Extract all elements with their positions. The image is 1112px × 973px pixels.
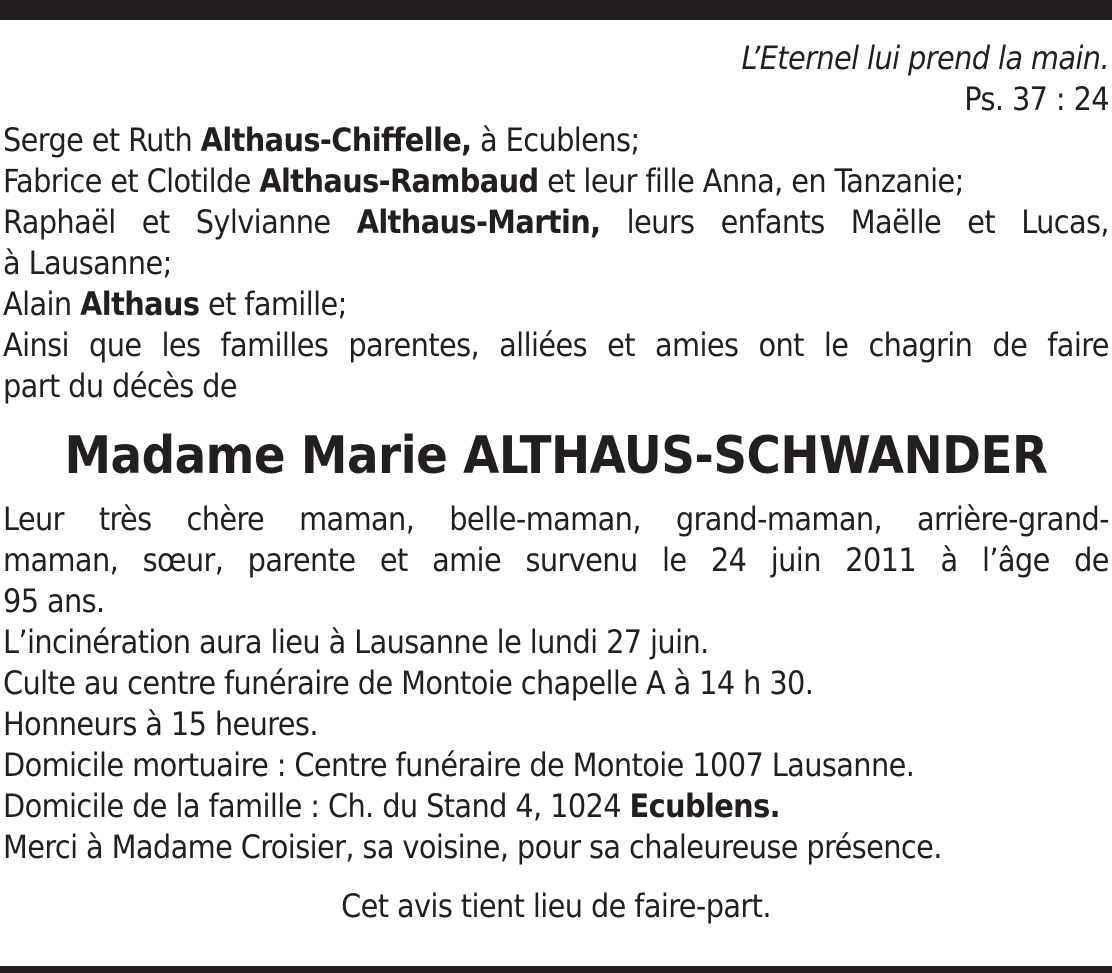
family-line-2: Fabrice et Clotilde Althaus-Rambaud et leur fille Anna, en Tanzanie;	[3, 162, 964, 200]
family-line-4: Alain Althaus et famille;	[3, 285, 347, 323]
epigraph-quote: L’Eternel lui prend la main.	[741, 39, 1109, 77]
family-name-bold: Althaus-Martin,	[356, 203, 601, 241]
family-line-5: Ainsi que les familles parentes, alliées et amies ont le chagrin de faire	[3, 326, 1109, 364]
service-line: Culte au centre funéraire de Montoie chapelle A à 14 h 30.	[3, 664, 814, 702]
bottom-rule	[0, 966, 1112, 973]
top-rule	[0, 0, 1112, 20]
family-line-3-continuation: à Lausanne;	[3, 244, 172, 282]
family-name-bold: Althaus-Rambaud	[259, 162, 539, 200]
family-home-line: Domicile de la famille : Ch. du Stand 4, 1024 Ecublens.	[3, 787, 780, 825]
obituary-notice	[3, 38, 1109, 927]
thanks-line: Merci à Madame Croisier, sa voisine, pour sa chaleureuse présence.	[3, 828, 942, 866]
family-home-town: Ecublens.	[629, 787, 780, 825]
family-line-5-continuation: part du décès de	[3, 367, 237, 405]
deceased-name-headline: Madame Marie ALTHAUS-SCHWANDER	[64, 426, 1048, 486]
epigraph-reference: Ps. 37 : 24	[964, 80, 1109, 118]
details-paragraph-line-2: maman, sœur, parente et amie survenu le 24 juin 2011 à l’âge de	[3, 541, 1109, 579]
family-name-bold: Althaus	[80, 285, 200, 323]
mortuary-line: Domicile mortuaire : Centre funéraire de Montoie 1007 Lausanne.	[3, 746, 915, 784]
notice-footer: Cet avis tient lieu de faire-part.	[341, 887, 771, 925]
incineration-line: L’incinération aura lieu à Lausanne le lundi 27 juin.	[3, 623, 709, 661]
honours-line: Honneurs à 15 heures.	[3, 705, 318, 743]
family-name-bold: Althaus-Chiffelle,	[200, 121, 472, 159]
family-line-1: Serge et Ruth Althaus-Chiffelle, à Ecublens;	[3, 121, 640, 159]
details-paragraph-line-3: 95 ans.	[3, 582, 105, 620]
details-paragraph-line-1: Leur très chère maman, belle-maman, grand-maman, arrière-grand-	[3, 500, 1109, 538]
family-line-3: Raphaël et Sylvianne Althaus-Martin, leurs enfants Maëlle et Lucas,	[3, 203, 1109, 241]
